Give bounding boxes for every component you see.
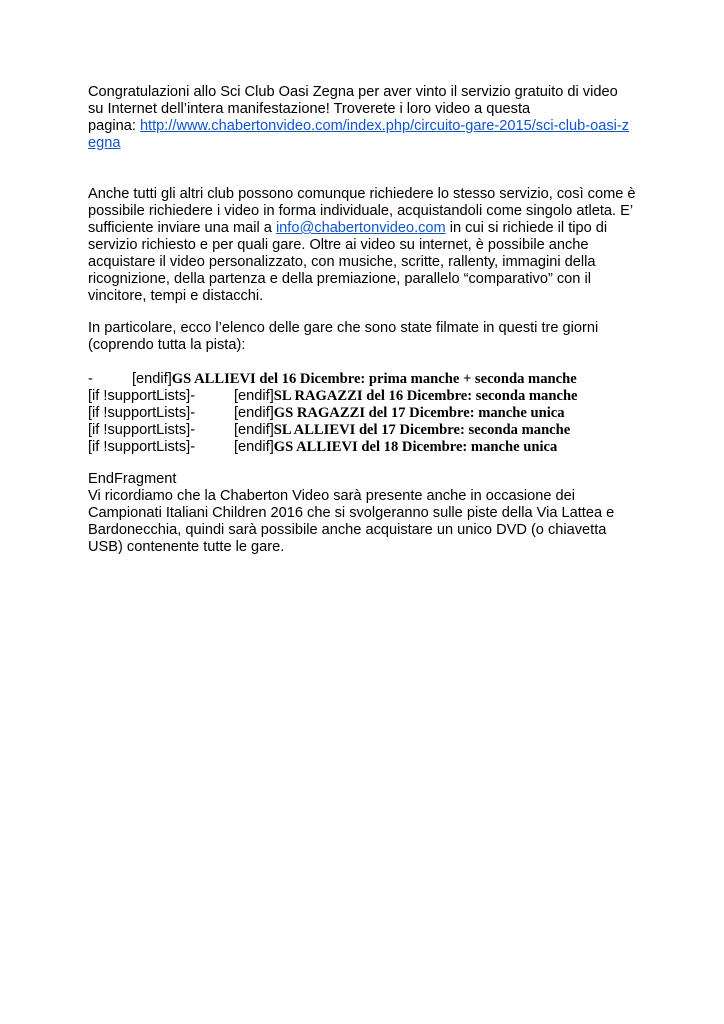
services-paragraph [88, 186, 648, 305]
race-list-item [88, 439, 648, 456]
race-list-item [88, 422, 648, 439]
endif-marker: [endif] [234, 405, 274, 421]
endif-marker: [endif] [234, 439, 274, 455]
para1-line4 [88, 135, 648, 152]
para2-line7: vincitore, tempi e distacchi. [88, 288, 264, 304]
para1-line1: Congratulazioni allo Sci Club Oasi Zegna per aver vinto il servizio gratuito di video [88, 84, 618, 100]
para2-line2: possibile richiedere i video in forma individuale, acquistandoli come singolo atleta. E’ [88, 203, 634, 219]
video-link-continuation[interactable]: egna [88, 135, 121, 151]
race-list-item [88, 388, 648, 405]
para3-line2: (coprendo tutta la pista): [88, 337, 246, 353]
video-link[interactable]: http://www.chabertonvideo.com/index.php/circuito-gare-2015/sci-club-oasi-z [139, 118, 630, 134]
list-prefix: [if !supportLists]- [88, 422, 196, 438]
reminder-paragraph [88, 471, 648, 556]
para1-line2: su Internet dell’intera manifestazione! Troverete i loro video a questa [88, 101, 531, 117]
list-prefix: [if !supportLists]- [88, 405, 196, 421]
endif-marker: [endif] [132, 371, 172, 387]
para2-line4: servizio richiesto e per quali gare. Oltre ai video su internet, è possibile anche [88, 237, 589, 253]
para4-line2: Campionati Italiani Children 2016 che si svolgeranno sulle piste della Via Lattea e [88, 505, 615, 521]
race-entry [234, 439, 557, 456]
para4-line1: Vi ricordiamo che la Chaberton Video sarà presente anche in occasione dei [88, 488, 576, 504]
race-list-item [88, 371, 648, 388]
endif-marker: [endif] [234, 422, 274, 438]
email-suffix: in cui si richiede il tipo di [445, 220, 608, 236]
list-prefix: [if !supportLists]- [88, 388, 196, 404]
race-entry [234, 388, 578, 405]
race-title: SL RAGAZZI del 16 Dicembre: seconda manche [273, 388, 578, 404]
endif-marker: [endif] [234, 388, 274, 404]
race-list-item [88, 405, 648, 422]
race-entry [234, 405, 565, 422]
para2-line5: acquistare il video personalizzato, con musiche, scritte, rallenty, immagini della [88, 254, 596, 270]
race-entry [132, 371, 577, 388]
race-title: SL ALLIEVI del 17 Dicembre: seconda manche [273, 422, 571, 438]
para4-line4: USB) contenente tutte le gare. [88, 539, 285, 555]
email-link[interactable]: info@chabertonvideo.com [275, 220, 446, 236]
race-title: GS ALLIEVI del 18 Dicembre: manche unica [273, 439, 558, 455]
para2-line3 [88, 220, 648, 237]
list-prefix: - [88, 371, 93, 387]
page-label: pagina: [88, 118, 140, 134]
race-intro-paragraph [88, 320, 648, 354]
race-entry [234, 422, 570, 439]
race-title: GS RAGAZZI del 17 Dicembre: manche unica [273, 405, 565, 421]
endfragment-marker: EndFragment [88, 471, 177, 487]
para2-line6: ricognizione, della partenza e della premiazione, parallelo “comparativo” con il [88, 271, 591, 287]
race-list [88, 371, 648, 456]
para3-line1: In particolare, ecco l’elenco delle gare che sono state filmate in questi tre giorni [88, 320, 599, 336]
race-title: GS ALLIEVI del 16 Dicembre: prima manche + seconda manche [171, 371, 577, 387]
para4-line3: Bardonecchia, quindi sarà possibile anche acquistare un unico DVD (o chiavetta [88, 522, 607, 538]
para1-line3 [88, 118, 648, 135]
list-prefix: [if !supportLists]- [88, 439, 196, 455]
para2-line1: Anche tutti gli altri club possono comunque richiedere lo stesso servizio, così come è [88, 186, 636, 202]
email-prefix: sufficiente inviare una mail a [88, 220, 276, 236]
congratulations-paragraph [88, 84, 648, 152]
